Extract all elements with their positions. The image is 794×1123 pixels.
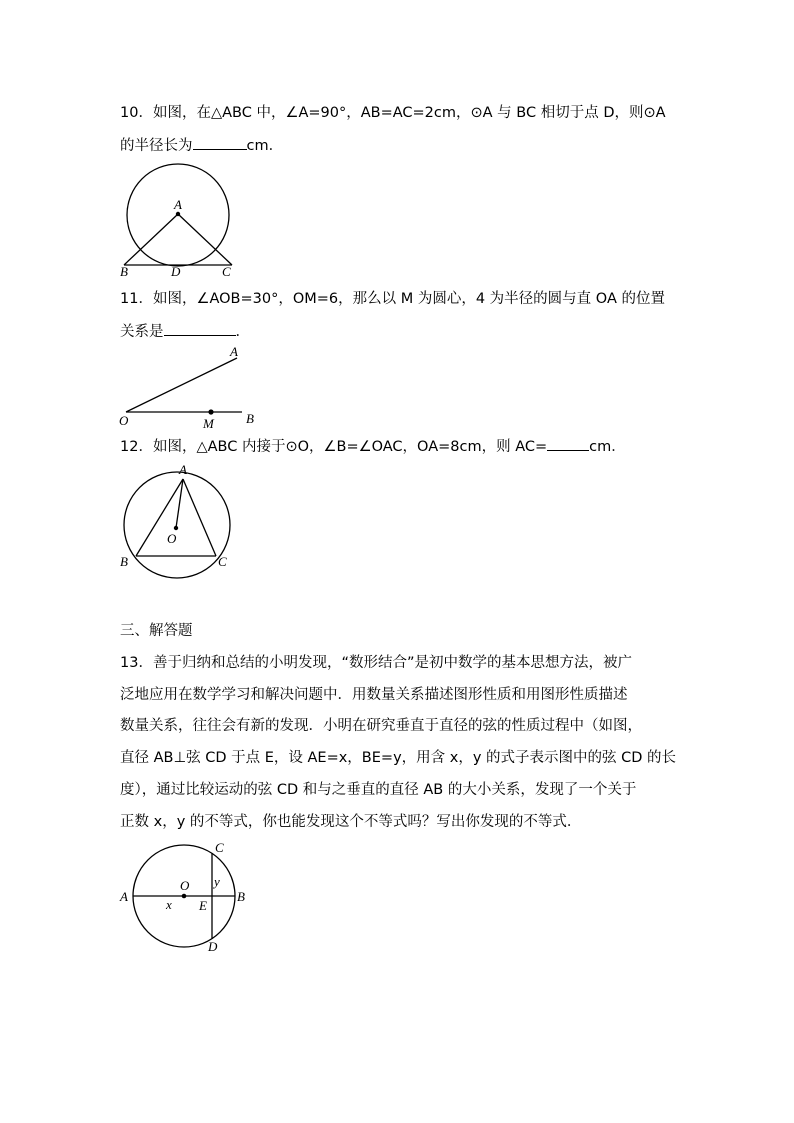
q13-point-o [182,894,187,899]
q10-label-d: D [171,264,181,279]
q11-label-m: M [203,416,214,431]
q10-label-a: A [174,197,182,212]
q11-label-a: A [230,344,238,359]
q12-label-o: O [167,531,177,546]
q13-text-line3: 数量关系，往往会有新的发现．小明在研究垂直于直径的弦的性质过程中（如图， [120,718,642,734]
q10-label-b: B [120,264,128,279]
q11-label-o: O [119,413,129,428]
q10-text-pre: 的半径长为 [120,138,193,154]
q13-text-line5: 度），通过比较运动的弦 CD 和与之垂直的直径 AB 的大小关系，发现了一个关于 [120,782,637,798]
q10-text-post: cm． [246,138,284,154]
q13-text-line2: 泛地应用在数学学习和解决问题中．用数量关系描述图形性质和用图形性质描述 [120,687,628,703]
q13-label-c: C [215,840,224,855]
section-title: 三、解答题 [120,623,193,639]
q13-label-d: D [208,939,218,954]
q13-label-a: A [120,889,128,904]
q12-label-b: B [120,554,128,569]
q12-text-post: cm． [589,439,626,455]
q11-text-pre: 关系是 [120,324,164,340]
q13-text-line4: 直径 AB⊥弦 CD 于点 E，设 AE=x，BE=y，用含 x，y 的式子表示图中的弦 CD 的长 [120,750,677,766]
q13-text-line6: 正数 x，y 的不等式，你也能发现这个不等式吗？写出你发现的不等式． [120,814,582,830]
q11-text-post: ． [235,324,250,340]
q10-label-c: C [222,264,231,279]
q11-label-b: B [246,411,254,426]
q13-label-e: E [199,898,207,913]
q12-text-pre: 12．如图，△ABC 内接于⊙O，∠B=∠OAC，OA=8cm，则 AC= [120,439,548,455]
q12-label-c: C [218,554,227,569]
q13-label-y: y [214,874,220,889]
q10-text-line1: 10．如图，在△ABC 中，∠A=90°，AB=AC=2cm，⊙A 与 BC 相切于点 D，则⊙A [120,105,666,121]
q13-label-b: B [237,889,245,904]
q13-label-o: O [180,878,190,893]
q13-text-line1: 13．善于归纳和总结的小明发现，“数形结合”是初中数学的基本思想方法，被广 [120,655,632,671]
q13-label-x: x [166,897,172,912]
q12-label-a: A [179,462,187,477]
q11-text-line1: 11．如图，∠AOB=30°，OM=6，那么以 M 为圆心，4 为半径的圆与直 OA 的位置 [120,291,665,307]
